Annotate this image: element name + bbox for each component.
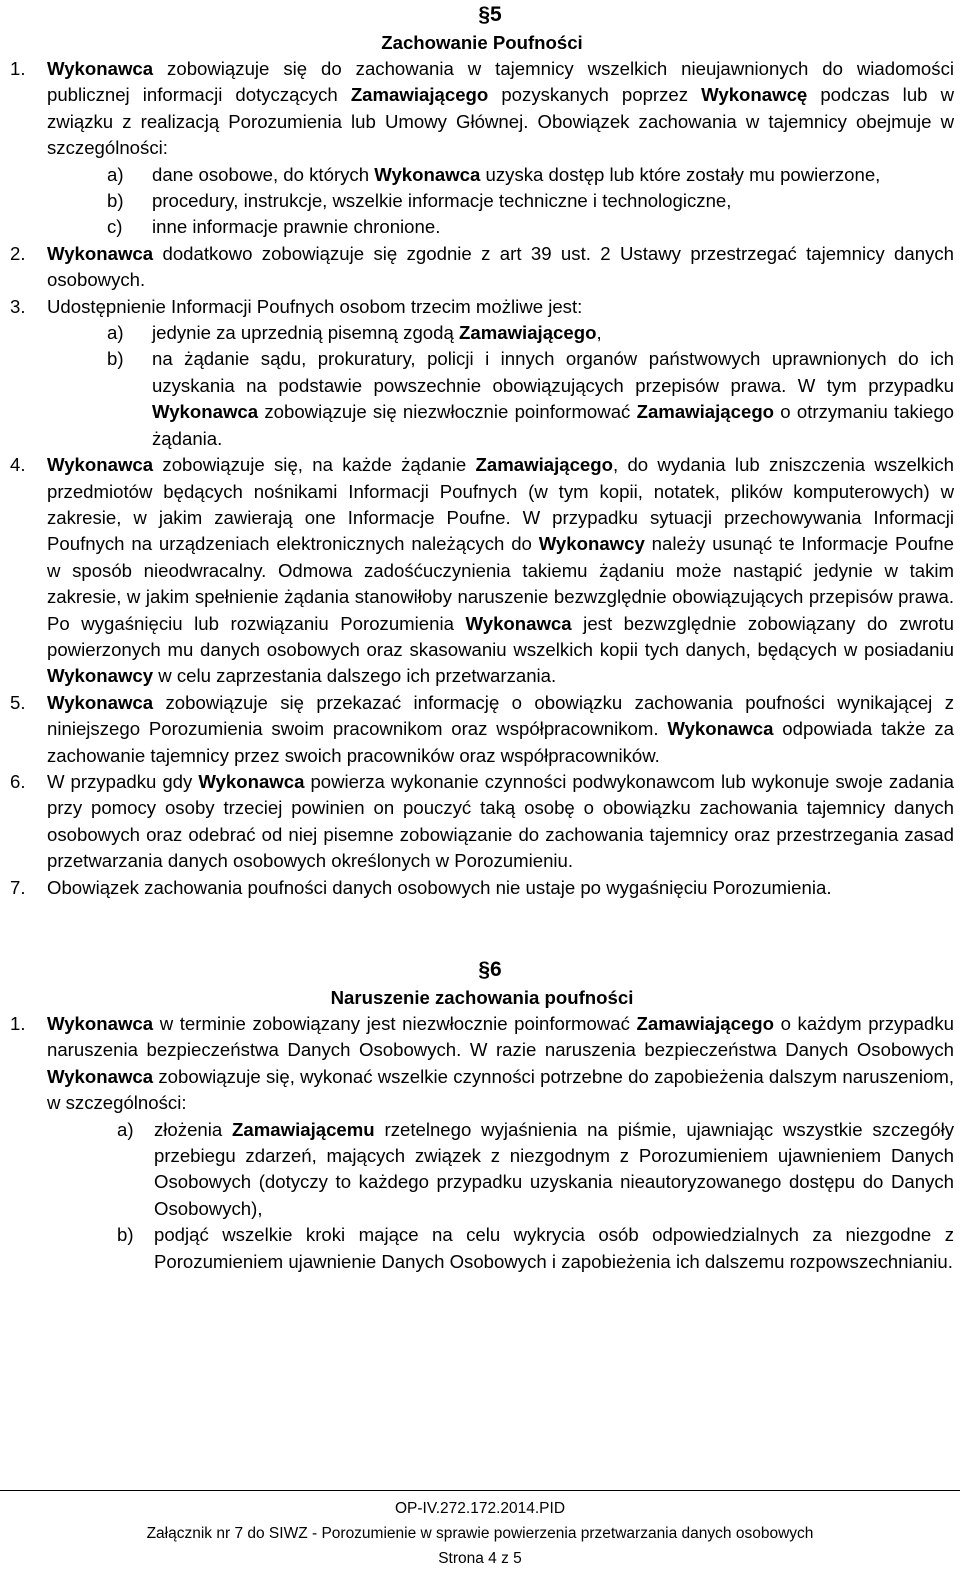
text-run: zobowiązuje się przekazać informację o obowiązku zachowania poufności wynikającej z niniejszego Porozumienia swoim pracownikom oraz współpracownikom. <box>47 691 954 740</box>
text-run: W przypadku gdy <box>47 770 199 792</box>
bold-term: Wykonawcę <box>701 84 808 106</box>
section-6-items <box>10 1011 954 1275</box>
text-run: inne informacje prawnie chronione. <box>152 216 441 238</box>
bold-term: Zamawiającemu <box>232 1118 375 1140</box>
footer-attachment: Załącznik nr 7 do SIWZ - Porozumienie w sprawie powierzenia przetwarzania danych osobowych <box>146 1525 814 1542</box>
section-6-number: §6 <box>478 958 502 981</box>
subpoint-letter: a) <box>107 163 124 185</box>
text-run: w celu zaprzestania dalszego ich przetwarzania. <box>153 665 557 687</box>
numbered-paragraph <box>10 294 954 320</box>
text-run: o każdym przypadku naruszenia bezpieczeństwa Danych Osobowych. W razie naruszenia bezpieczeństwa Danych Osobowych <box>47 1013 954 1061</box>
paragraph-number: 3. <box>10 295 26 317</box>
section-5-number: §5 <box>478 3 502 26</box>
bold-term: Zamawiającego <box>350 84 489 106</box>
bold-term: Wykonawca <box>47 242 154 264</box>
text-run: procedury, instrukcje, wszelkie informacje techniczne i technologiczne, <box>152 190 732 212</box>
footer-page-number: Strona 4 z 5 <box>438 1550 522 1567</box>
numbered-paragraph <box>10 690 954 769</box>
subpoint-letter: b) <box>117 1224 134 1246</box>
text-run: odpowiada także za zachowanie tajemnicy przez swoich pracowników oraz współpracowników. <box>47 718 954 766</box>
text-run: powierza wykonanie czynności podwykonawcom lub wykonuje swoje zadania przy pomocy osoby trzeciej powinien on pouczyć taką osobę o obowiązku zachowania tajemnicy danych osobowych oraz odebrać od niej pisemne zobowiązanie do zachowania tajemnicy oraz przestrzegania zasad przetwarzania danych osobowych określonych w Porozumieniu. <box>47 770 954 872</box>
text-run: o otrzymaniu takiego żądania. <box>152 401 955 449</box>
text-run: podjąć wszelkie kroki mające na celu wykrycia osób odpowiedzialnych za niezgodne z Porozumieniem ujawnienie Danych Osobowych i zapobieżenia ich dalszemu rozpowszechnianiu. <box>154 1224 954 1272</box>
paragraph-number: 1. <box>10 58 26 79</box>
paragraph-number: 5. <box>10 691 26 713</box>
bold-term: Wykonawca <box>374 163 481 185</box>
numbered-paragraph <box>10 452 954 690</box>
subpoint-letter: b) <box>107 190 124 212</box>
bold-term: Wykonawca <box>465 612 572 634</box>
lettered-subpoint <box>10 320 954 346</box>
text-run: uzyska dostęp lub które zostały mu powierzone, <box>480 163 881 185</box>
text-run: w terminie zobowiązany jest niezwłocznie poinformować <box>153 1013 637 1034</box>
bold-term: Wykonawca <box>198 770 305 792</box>
paragraph-number: 4. <box>10 454 26 476</box>
bold-term: Wykonawca <box>667 718 774 740</box>
bold-term: Wykonawca <box>47 454 154 476</box>
bold-term: Zamawiającego <box>459 322 597 344</box>
text-run: należy usunąć te Informacje Poufne w sposób nieodwracalny. Odmowa zadośćuczynienia takiemu żądaniu może nastąpić jedynie w takim zakresie, w jakim spełnienie żądania stanowiłoby naruszenie bezwzględnie obowiązujących przepisów prawa. Po wygaśnięciu lub rozwiązaniu Porozumienia <box>47 533 954 634</box>
text-run: zobowiązuje się, wykonać wszelkie czynności potrzebne do zapobieżenia dalszym naruszeniom, w szczególności: <box>47 1065 954 1114</box>
bold-term: Wykonawca <box>47 58 154 79</box>
bold-term: Wykonawca <box>152 401 259 423</box>
section-gap <box>10 901 954 955</box>
numbered-paragraph <box>10 769 954 875</box>
text-run: na żądanie sądu, prokuratury, policji i innych organów państwowych uprawnionych do ich uzyskania na podstawie powszechnie obowiązujących przepisów prawa. W tym przypadku <box>152 348 954 396</box>
lettered-subpoint <box>10 162 954 188</box>
subpoint-letter: a) <box>107 322 124 344</box>
text-run: zobowiązuje się do zachowania w tajemnicy wszelkich nieujawnionych do wiadomości publicznej informacji dotyczących <box>47 58 954 106</box>
text-run: Obowiązek zachowania poufności danych osobowych nie ustaje po wygaśnięciu Porozumienia. <box>47 876 832 898</box>
page-footer <box>0 1490 960 1571</box>
lettered-subpoint <box>10 1117 954 1223</box>
bold-term: Zamawiającego <box>636 1013 774 1034</box>
document-body <box>10 0 954 1275</box>
numbered-paragraph <box>10 241 954 294</box>
section-5-title: Zachowanie Poufności <box>381 32 583 53</box>
text-run: zobowiązuje się, na każde żądanie <box>153 454 476 476</box>
text-run: złożenia <box>154 1118 233 1140</box>
text-run: jedynie za uprzednią pisemną zgodą <box>152 322 459 344</box>
text-run: dodatkowo zobowiązuje się zgodnie z art 39 ust. 2 Ustawy przestrzegać tajemnicy danych osobowych. <box>47 242 954 291</box>
bold-term: Wykonawca <box>47 1013 154 1034</box>
bold-term: Wykonawcy <box>538 533 645 555</box>
paragraph-number: 2. <box>10 242 26 264</box>
bold-term: Wykonawca <box>47 1065 154 1087</box>
section-6-title: Naruszenie zachowania poufności <box>330 987 634 1008</box>
text-run: rzetelnego wyjaśnienia na piśmie, ujawniając wszystkie szczegóły przebiegu zdarzeń, mających związek z niezgodnym z Porozumieniem ujawnieniem Danych Osobowych (dotyczy to każdego przypadku uzyskania nieautoryzowanego dostępu do Danych Osobowych), <box>154 1118 954 1219</box>
bold-term: Zamawiającego <box>475 454 613 476</box>
lettered-subpoint <box>10 1222 954 1275</box>
numbered-paragraph <box>10 1011 954 1117</box>
numbered-paragraph <box>10 56 954 162</box>
text-run: dane osobowe, do których <box>152 163 375 185</box>
lettered-subpoint <box>10 188 954 214</box>
bold-term: Wykonawca <box>47 691 154 713</box>
text-run: pozyskanych poprzez <box>488 84 702 106</box>
section-5 <box>10 0 954 901</box>
paragraph-number: 1. <box>10 1013 26 1034</box>
paragraph-number: 6. <box>10 770 26 792</box>
subpoint-letter: b) <box>107 348 124 370</box>
lettered-subpoint <box>10 214 954 240</box>
text-run: , do wydania lub zniszczenia wszelkich przedmiotów będących nośnikami Informacji Poufnych (w tym kopii, notatek, plików komputerowych) w zakresie, w jakim zawierają one Informacje Poufne. W przypadku sytuacji przechowywania Informacji Poufnych na urządzeniach elektronicznych należących do <box>47 454 954 555</box>
section-6 <box>10 955 954 1275</box>
text-run: podczas lub w związku z realizacją Porozumienia lub Umowy Głównej. Obowiązek zachowania w tajemnicy obejmuje w szczególności: <box>47 84 955 159</box>
text-run: zobowiązuje się niezwłocznie poinformować <box>258 401 637 423</box>
text-run: , <box>596 322 602 344</box>
numbered-paragraph <box>10 875 954 901</box>
section-5-items <box>10 56 954 901</box>
bold-term: Wykonawcy <box>47 665 154 687</box>
lettered-subpoint <box>10 346 954 452</box>
text-run: Udostępnienie Informacji Poufnych osobom trzecim możliwe jest: <box>47 295 583 317</box>
subpoint-letter: a) <box>117 1118 134 1140</box>
footer-reference: OP-IV.272.172.2014.PID <box>394 1500 566 1517</box>
paragraph-number: 7. <box>10 876 26 898</box>
subpoint-letter: c) <box>107 216 123 238</box>
text-run: jest bezwzględnie zobowiązany do zwrotu powierzonych mu danych osobowych oraz skasowaniu wszelkich kopii tych danych, będących w posiadaniu <box>47 612 954 660</box>
bold-term: Zamawiającego <box>636 401 775 423</box>
